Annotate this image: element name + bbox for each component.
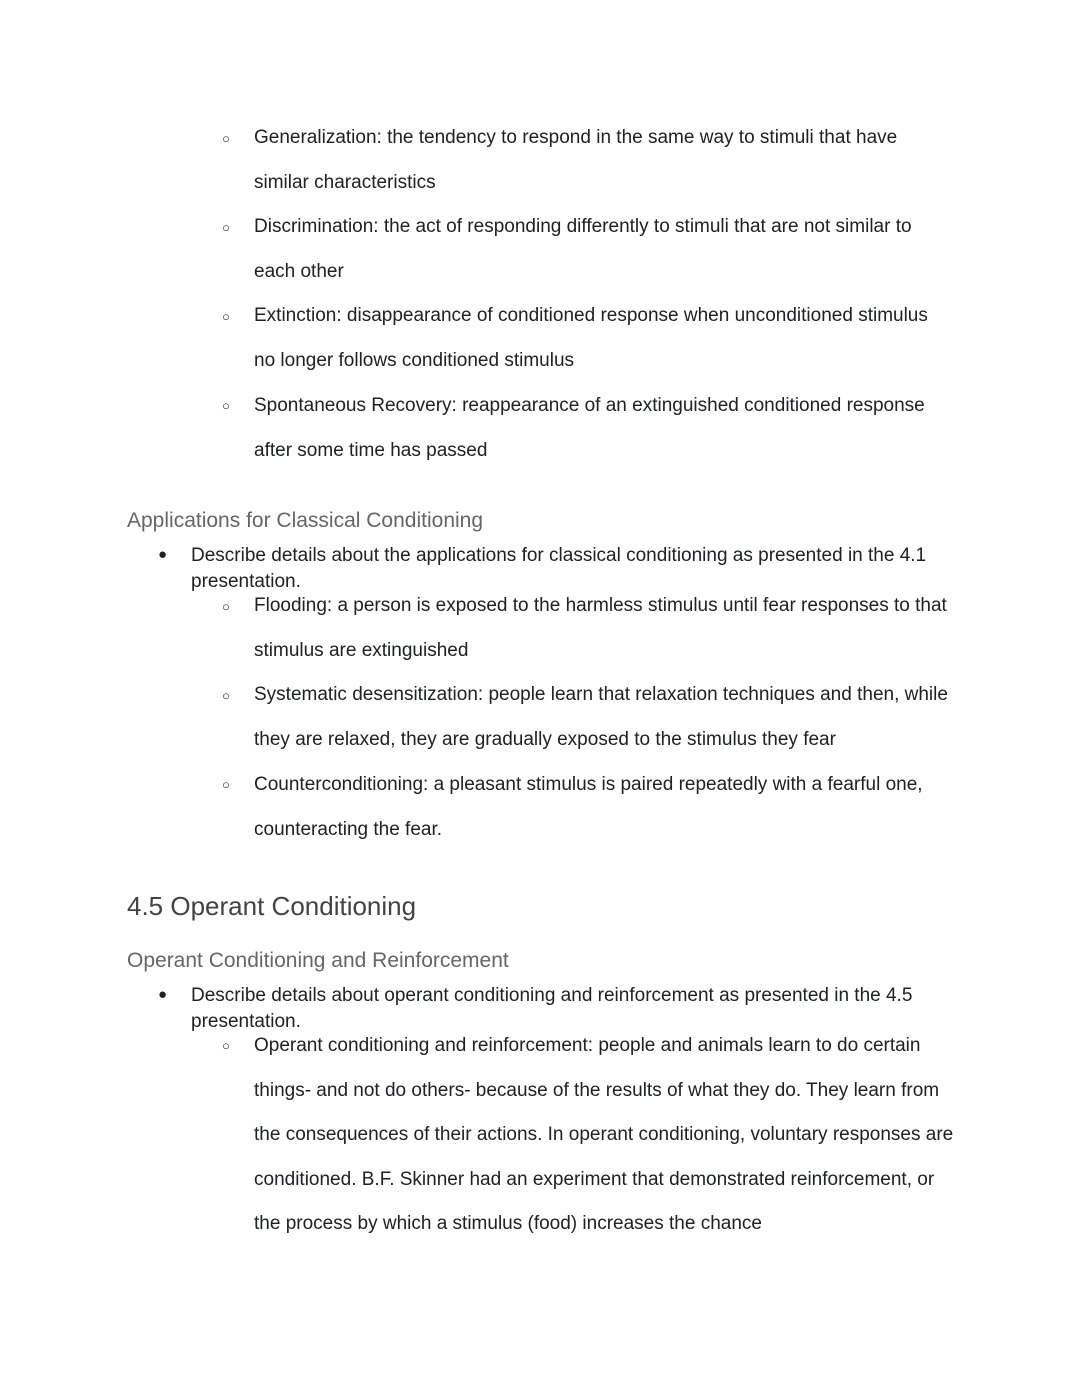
subheading-applications: Applications for Classical Conditioning	[127, 509, 484, 532]
list-item-flooding: Flooding: a person is exposed to the harmless stimulus until fear responses to that stimulus are extinguished	[254, 595, 947, 661]
list-item-operant-reinforcement: Operant conditioning and reinforcement: people and animals learn to do certain things- and not do others- because of the results of what they do. They learn from the consequences of their actions. In operant conditioning, voluntary responses are conditioned. B.F. Skinner had an experiment that demonstrated reinforcement, or the process by which a stimulus (food) increases the chance	[254, 1035, 954, 1235]
list-item-spontaneous-recovery: Spontaneous Recovery: reappearance of an extinguished conditioned response after some time has passed	[254, 395, 925, 461]
list-item-generalization: Generalization: the tendency to respond in the same way to stimuli that have similar characteristics	[254, 127, 898, 193]
main-bullet-icon: ●	[158, 546, 168, 563]
sub-bullet-icon: ○	[222, 777, 230, 792]
prompt-applications: Describe details about the applications for classical conditioning as presented in the 4.1 presentation.	[191, 545, 927, 592]
prompt-operant: Describe details about operant conditioning and reinforcement as presented in the 4.5 presentation.	[191, 985, 913, 1032]
list-item-extinction: Extinction: disappearance of conditioned response when unconditioned stimulus no longer follows conditioned stimulus	[254, 305, 928, 371]
subheading-operant-reinforcement: Operant Conditioning and Reinforcement	[127, 949, 509, 972]
main-bullet-icon: ●	[158, 986, 168, 1003]
sub-bullet-icon: ○	[222, 688, 230, 703]
sub-bullet-icon: ○	[222, 599, 230, 614]
sub-bullet-icon: ○	[222, 131, 230, 146]
sub-bullet-icon: ○	[222, 220, 230, 235]
sub-bullet-icon: ○	[222, 398, 230, 413]
heading-operant-conditioning: 4.5 Operant Conditioning	[127, 891, 417, 921]
sub-bullet-icon: ○	[222, 1038, 230, 1053]
sub-bullet-icon: ○	[222, 309, 230, 324]
list-item-counterconditioning: Counterconditioning: a pleasant stimulus is paired repeatedly with a fearful one, counteracting the fear.	[254, 774, 923, 840]
list-item-systematic-desensitization: Systematic desensitization: people learn that relaxation techniques and then, while they are relaxed, they are gradually exposed to the stimulus they fear	[254, 684, 948, 750]
list-item-discrimination: Discrimination: the act of responding differently to stimuli that are not similar to each other	[254, 216, 912, 282]
